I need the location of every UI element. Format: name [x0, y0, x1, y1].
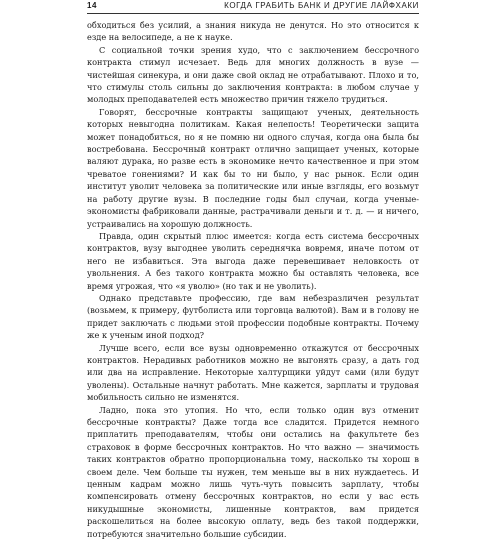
paragraph-7: Ладно, пока это утопия. Но что, если только один вуз отменит бессрочные контракты? Даже тогда все сладится. Придется немного приплатить преподавателям, чтобы они остались на факультете без страховок в форме бессрочных контрактов. Но что важно — значимость таких контрактов обратно пропорциональна тому, насколько ты хорош в своем деле. Чем больше ты нужен, тем меньше вы в них нуждаетесь. И ценным кадрам можно лишь чуть-чуть повысить зарплату, чтобы компенсировать отмену бессрочных контрактов, но если у вас есть никудышные экономисты, лишенные контрактов, вам придется раскошелиться на более высокую оплату, ведь без такой поддержки, потребуются значительно большие субсидии.	[87, 404, 419, 539]
body-text	[87, 19, 419, 540]
paragraph-2: С социальной точки зрения худо, что с заключением бессрочного контракта стимул исчезает. Ведь для многих должность в вузе — чистейшая синекура, и они даже свой оклад не отрабатывают. Плохо и то, что стимулы столь сильны до заключения контракта: в любом случае у молодых преподавателей есть множество причин тяжело трудиться.	[87, 44, 419, 105]
paragraph-6: Лучше всего, если все вузы одновременно откажутся от бессрочных контрактов. Нерадивых работников можно не выгонять сразу, а дать год или два на исправление. Некоторые халтурщики уйдут сами (или будут уволены). Остальные начнут работать. Мне кажется, зарплаты и трудовая мобильность сильно не изменятся.	[87, 342, 419, 403]
paragraph-1: обходиться без усилий, а знания никуда не денутся. Но это относится к езде на велосипеде, а не к науке.	[87, 20, 419, 43]
paragraph-3: Говорят, бессрочные контракты защищают ученых, деятельность которых невыгодна политикам. Какая нелепость! Теоретически защита может понадобиться, но я не помню ни одного случая, когда она была бы востребована. Бессрочный контракт отлично защищает ученых, которые валяют дурака, но разве есть в экономике нечто качественное и при этом чреватое гонениями? И как бы то ни было, у нас рынок. Если один институт уволит человека за политические или иные взгляды, его возьмут на работу другие вузы. В последние годы был случаи, когда ученые-экономисты фабриковали данные, растрачивали деньги и т. д. — и ничего, устраивались на хорошую должность.	[87, 106, 419, 229]
paragraph-4: Правда, один скрытый плюс имеется: когда есть система бессрочных контрактов, вузу выгоднее уволить середнячка вовремя, иначе потом от него не избавиться. Эта выгода даже перевешивает неловкость от увольнения. А без такого контракта можно бы оставлять человека, все время угрожая, что «я уволю» (но так и не уволить).	[87, 230, 419, 291]
paragraph-5: Однако представьте профессию, где вам небезразличен результат (возьмем, к примеру, футболиста или торговца валютой). Вам и в голову не придет заключать с людьми этой профессии подобные контракты. Почему же к ученым иной подход?	[87, 292, 419, 341]
book-page	[87, 0, 419, 540]
page-number: 14	[87, 1, 98, 10]
page-header	[87, 0, 419, 14]
running-title: КОГДА ГРАБИТЬ БАНК И ДРУГИЕ ЛАЙФХАКИ	[224, 1, 419, 10]
